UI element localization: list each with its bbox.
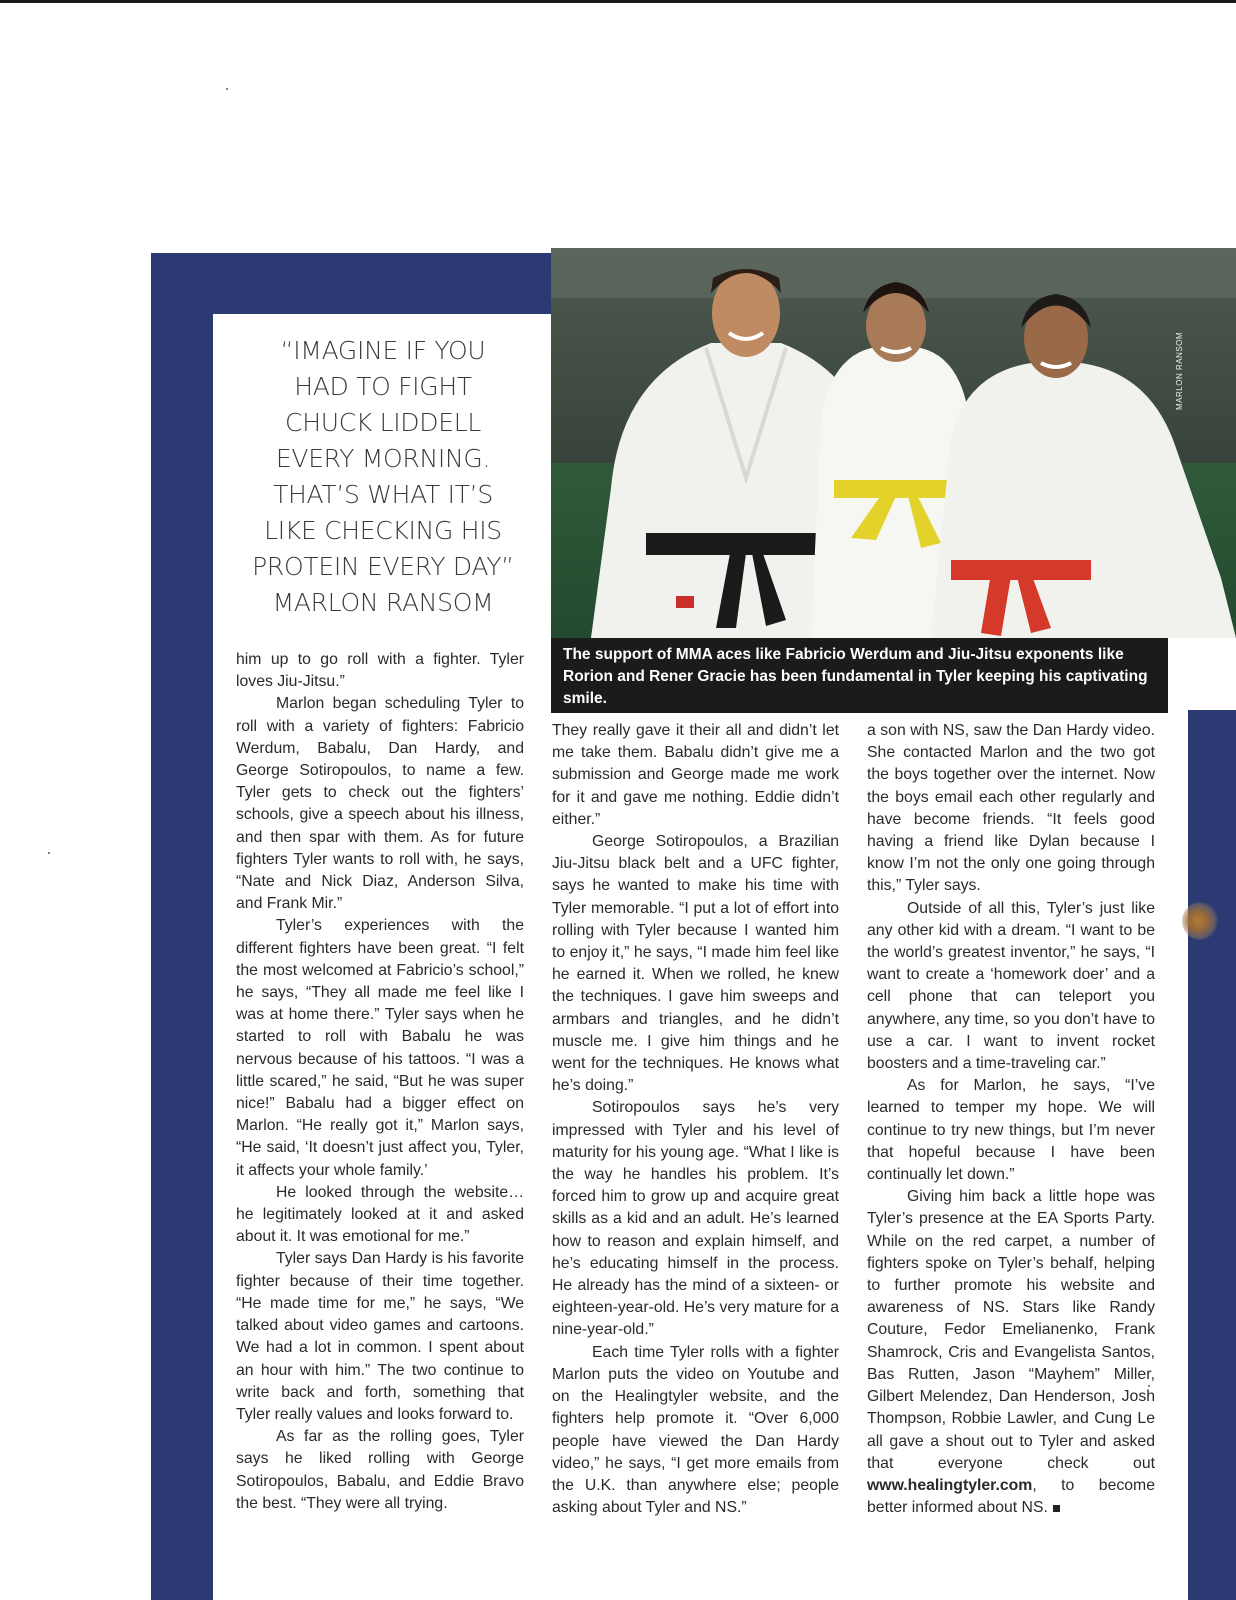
photo-credit: MARLON RANSOM bbox=[1175, 331, 1184, 410]
paragraph: him up to go roll with a fighter. Tyler loves Jiu-Jitsu.” bbox=[236, 651, 524, 691]
right-color-band bbox=[1188, 710, 1236, 1600]
pull-quote-line: HAD TO FIGHT bbox=[294, 372, 472, 401]
paragraph: Tyler says Dan Hardy is his favorite fighter because of their time together. “He made time for me,” he says, “We talked about video games and cartoons. We had a lot in common. I spent about an hour with him.” The two continue to write back and forth, something that Tyler really values and looks forward to. bbox=[236, 1250, 524, 1423]
article-column-2 bbox=[552, 720, 839, 1519]
final-paragraph bbox=[867, 1186, 1155, 1519]
scan-top-edge bbox=[0, 0, 1236, 3]
scan-speck bbox=[226, 88, 228, 90]
article-column-1 bbox=[236, 649, 524, 1515]
pull-quote-line: THAT’S WHAT IT’S bbox=[273, 480, 493, 509]
paragraph: Tyler’s experiences with the different fighters have been great. “I felt the most welcomed at Fabricio’s school,” he says, “They all made me feel like I was at home there.” Tyler says when he started to roll with Babalu he was nervous because of his tattoos. “I was a little scared,” he said, “But he was super nice!” Babalu had a bigger effect on Marlon. “He really got it,” Marlon says, “He said, ‘It doesn’t just affect you, Tyler, it affects your whole family.’ bbox=[236, 917, 524, 1179]
paragraph: George Sotiropoulos, a Brazilian Jiu-Jitsu black belt and a UFC fighter, says he wanted to make his time with Tyler memorable. “I put a lot of effort into rolling with Tyler because I wanted him to enjoy it,” he says, “I made him feel like he earned it. When we rolled, he knew the techniques. I gave him sweeps and armbars and triangles, and he didn’t muscle me. I give him things and he went for the techniques. He knows what he’s doing.” bbox=[552, 833, 839, 1095]
pull-quote-line: LIKE CHECKING HIS bbox=[264, 516, 502, 545]
pull-quote-line: PROTEIN EVERY DAY” bbox=[252, 552, 514, 581]
website-link[interactable]: www.healingtyler.com bbox=[867, 1476, 1033, 1494]
pull-quote-attribution: MARLON RANSOM bbox=[272, 588, 494, 617]
paragraph: Outside of all this, Tyler’s just like any other kid with a dream. “I want to be the world’s greatest inventor,” he says, “I want to create a ‘homework doer’ and a cell phone that can teleport you anywhere, any time, so you don’t have to use a car. I want to invent rocket boosters and a time-traveling car.” bbox=[867, 899, 1155, 1073]
scan-stain bbox=[1182, 902, 1218, 940]
end-mark-icon bbox=[1053, 1505, 1060, 1512]
paragraph-text: Giving him back a little hope was Tyler’s presence at the EA Sports Party. While on the red carpet, a number of fighters spoke on Tyler’s behalf, helping to further promote his website and awareness of NS. Stars like Randy Couture, Fedor Emelianenko, Frank Shamrock, Cris and Evangelista Santos, Bas Rutten, Jason “Mayhem” Miller, Gilbert Melendez, Dan Henderson, Josh Thompson, Robbie Lawler, and Cung Le all gave a shout out to Tyler and asked that everyone check out bbox=[867, 1188, 1155, 1472]
article-photo bbox=[551, 248, 1236, 638]
photo-caption: The support of MMA aces like Fabricio Werdum and Jiu-Jitsu exponents like Rorion and Rener Gracie has been fundamental in Tyler keeping his captivating smile. bbox=[551, 638, 1168, 713]
pull-quote-line: “IMAGINE IF YOU bbox=[280, 336, 486, 365]
pull-quote bbox=[225, 333, 541, 621]
pull-quote-line: CHUCK LIDDELL bbox=[285, 408, 481, 437]
paragraph: Sotiropoulos says he’s very impressed with Tyler and his level of maturity for his young age. “What I like is the way he handles his problem. It’s forced him to grow up and acquire great skills as a kid and an adult. He’s learned how to reason and explain himself, and he’s educating himself in the process. He already has the mind of a sixteen- or eighteen-year-old. He’s very mature for a nine-year-old.” bbox=[552, 1099, 839, 1339]
pull-quote-line: EVERY MORNING. bbox=[275, 444, 491, 473]
paragraph: a son with NS, saw the Dan Hardy video. She contacted Marlon and the two got the boys together over the internet. Now the boys email each other regularly and have become friends. “It feels good having a friend like Dylan because I know I’m not the only one going through this,” Tyler says. bbox=[867, 722, 1155, 895]
paragraph: As far as the rolling goes, Tyler says he liked rolling with George Sotiropoulos, Babalu, and Eddie Bravo the best. “They were all trying. bbox=[236, 1428, 524, 1512]
paragraph: They really gave it their all and didn’t let me take them. Babalu didn’t give me a submission and George made me work for it and gave me nothing. Eddie didn’t either.” bbox=[552, 722, 839, 828]
scan-speck bbox=[48, 852, 50, 854]
article-column-3 bbox=[867, 720, 1155, 1519]
paragraph: As for Marlon, he says, “I’ve learned to temper my hope. We will continue to try new things, but I’m never that hopeful because I have been continually let down.” bbox=[867, 1077, 1155, 1184]
paragraph: Each time Tyler rolls with a fighter Marlon puts the video on Youtube and on the Healingtyler website, and the fighters help promote it. “Over 6,000 people have viewed the Dan Hardy video,” he says, “I get more emails from the U.K. than anywhere else; people asking about Tyler and NS.” bbox=[552, 1343, 839, 1517]
closing-text: , to become better informed about NS. bbox=[867, 1476, 1155, 1517]
paragraph: He looked through the website… he legitimately looked at it and asked about it. It was emotional for me.” bbox=[236, 1183, 524, 1246]
photo-illustration bbox=[551, 248, 1236, 638]
paragraph: Marlon began scheduling Tyler to roll with a variety of fighters: Fabricio Werdum, Babalu, Dan Hardy, and George Sotiropoulos, to name a few. Tyler gets to check out the fighters’ schools, give a speech about his illness, and then spar with them. As for future fighters Tyler wants to roll with, he says, “Nate and Nick Diaz, Anderson Silva, and Frank Mir.” bbox=[236, 695, 524, 913]
